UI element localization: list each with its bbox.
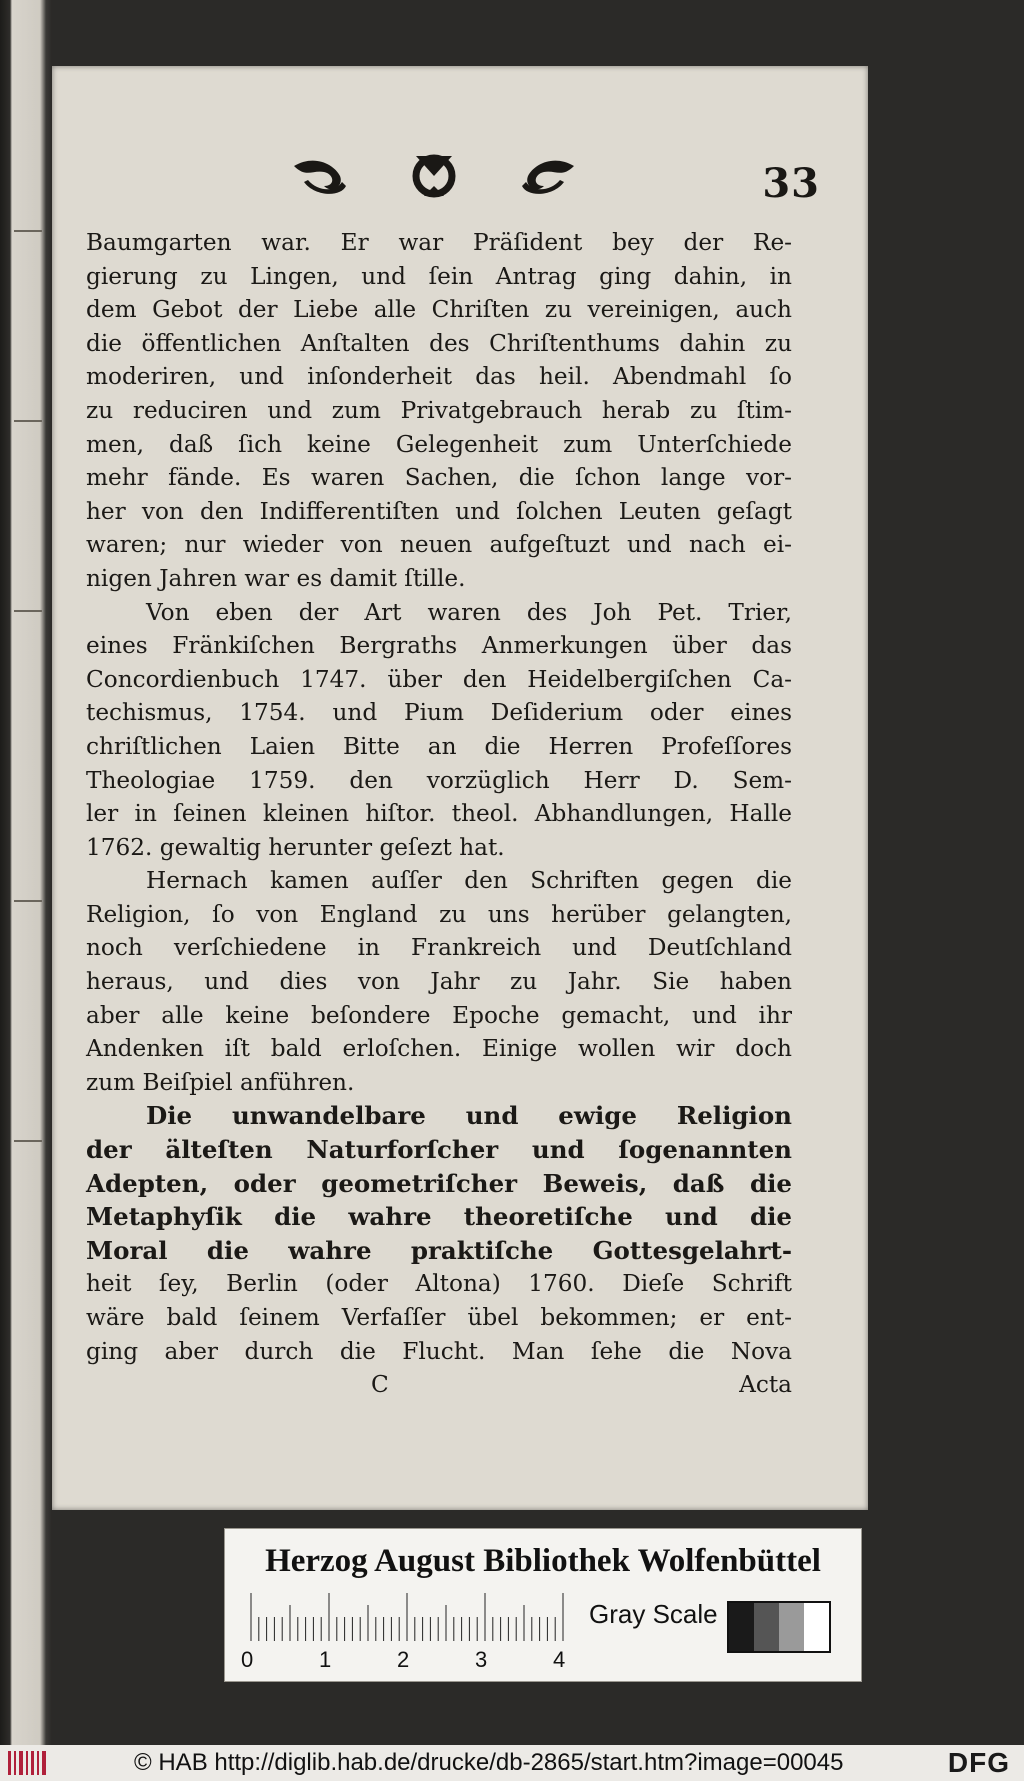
- text-line: her von den Indifferentiſten und ſolchen Leuten geſagt: [86, 497, 792, 525]
- adjacent-page-edge: [0, 0, 52, 1745]
- barcode-icon: [8, 1751, 48, 1775]
- text-line: waren; nur wieder von neuen aufgeſtuzt und nach ei-: [86, 531, 792, 559]
- gray-scale-swatches: [727, 1601, 831, 1653]
- color-scale-card: [224, 1528, 862, 1682]
- page-number: 33: [762, 160, 820, 207]
- text-line: 1762. gewaltig herunter geſezt hat.: [86, 833, 505, 861]
- text-line: heit ſey, Berlin (oder Altona) 1760. Dieſe Schrift: [86, 1270, 792, 1298]
- text-line: noch verſchiedene in Frankreich und Deutſchland: [86, 934, 792, 962]
- gray-swatch: [804, 1603, 829, 1651]
- text-line: eines Fränkiſchen Bergraths Anmerkungen über das: [86, 632, 792, 660]
- text-line: Baumgarten war. Er war Präſident bey der Re-: [86, 229, 792, 256]
- text-line: Theologiae 1759. den vorzüglich Herr D. Sem-: [86, 766, 792, 794]
- text-line: chriſtlichen Laien Bitte an die Herren Profeſſores: [86, 732, 792, 760]
- text-line: aber alle keine beſondere Epoche gemacht, und ihr: [86, 1001, 792, 1029]
- ruler-label-4: 4: [553, 1647, 566, 1672]
- text-line: Die unwandelbare und ewige Religion: [146, 1101, 792, 1131]
- footer-bar: [0, 1745, 1024, 1781]
- text-line: die öffentlichen Anſtalten des Chriſtenthums dahin zu: [86, 329, 792, 357]
- gray-swatch: [754, 1603, 779, 1651]
- ruler-label-1: 1: [319, 1647, 332, 1672]
- text-line: heraus, und dies von Jahr zu Jahr. Sie haben: [86, 968, 792, 996]
- ruler-label-0: 0: [241, 1647, 254, 1672]
- text-line: zu reduciren und zum Privatgebrauch herab zu ſtim-: [86, 396, 792, 424]
- text-line: dem Gebot der Liebe alle Chriſten zu vereinigen, auch: [86, 296, 792, 324]
- catchword: Acta: [739, 1371, 792, 1399]
- text-line: Metaphyſik die wahre theoretiſche und die: [86, 1202, 792, 1232]
- text-line: nigen Jahren war es damit ſtille.: [86, 564, 466, 592]
- book-page: [52, 66, 868, 1510]
- text-line: Von eben der Art waren des Joh Pet. Trier,: [146, 598, 792, 626]
- gray-swatch: [729, 1603, 754, 1651]
- ruler-label-2: 2: [397, 1647, 410, 1672]
- text-line: wäre bald ſeinem Verfaſſer übel bekommen; er ent-: [86, 1304, 792, 1331]
- ruler-label-3: 3: [475, 1647, 488, 1672]
- text-line: techismus, 1754. und Pium Deſiderium oder eines: [86, 699, 792, 727]
- dfg-logo: DFG: [947, 1747, 1010, 1778]
- text-line: ler in ſeinen kleinen hiſtor. theol. Abhandlungen, Halle: [86, 800, 792, 828]
- ornament-icon: [284, 146, 584, 206]
- text-line: gierung zu Lingen, und ſein Antrag ging dahin, in: [86, 262, 792, 290]
- gray-scale-label: Gray Scale: [589, 1599, 718, 1629]
- text-line: ging aber durch die Flucht. Man ſehe die Nova: [86, 1337, 792, 1365]
- text-line: Hernach kamen auſſer den Schriften gegen die: [146, 867, 792, 895]
- source-link[interactable]: © HAB http://diglib.hab.de/drucke/db-2865/start.htm?image=00045: [134, 1749, 844, 1776]
- text-line: Concordienbuch 1747. über den Heidelbergiſchen Ca-: [86, 665, 792, 693]
- text-line: zum Beiſpiel anführen.: [86, 1068, 355, 1096]
- text-line: moderiren, und inſonderheit das heil. Abendmahl ſo: [86, 363, 792, 391]
- text-line: Adepten, oder geometriſcher Beweis, daß die: [86, 1168, 792, 1198]
- signature-mark: C: [371, 1371, 389, 1399]
- library-name: Herzog August Bibliothek Wolfenbüttel: [265, 1543, 821, 1579]
- text-line: Andenken iſt bald erloſchen. Einige wollen wir doch: [86, 1035, 792, 1063]
- page-footer-row: [86, 1368, 792, 1402]
- text-line: mehr fände. Es waren Sachen, die ſchon lange vor-: [86, 464, 792, 492]
- page-header: [52, 146, 868, 216]
- text-line: der älteſten Naturforſcher und ſogenannten: [86, 1135, 792, 1165]
- text-line: Moral die wahre praktiſche Gottesgelahrt-: [86, 1235, 792, 1265]
- ruler: [247, 1591, 567, 1641]
- text-line: men, daß ſich keine Gelegenheit zum Unterſchiede: [86, 430, 792, 458]
- text-line: Religion, ſo von England zu uns herüber gelangten,: [86, 900, 792, 928]
- gray-swatch: [779, 1603, 804, 1651]
- page-body-text: [86, 226, 792, 1402]
